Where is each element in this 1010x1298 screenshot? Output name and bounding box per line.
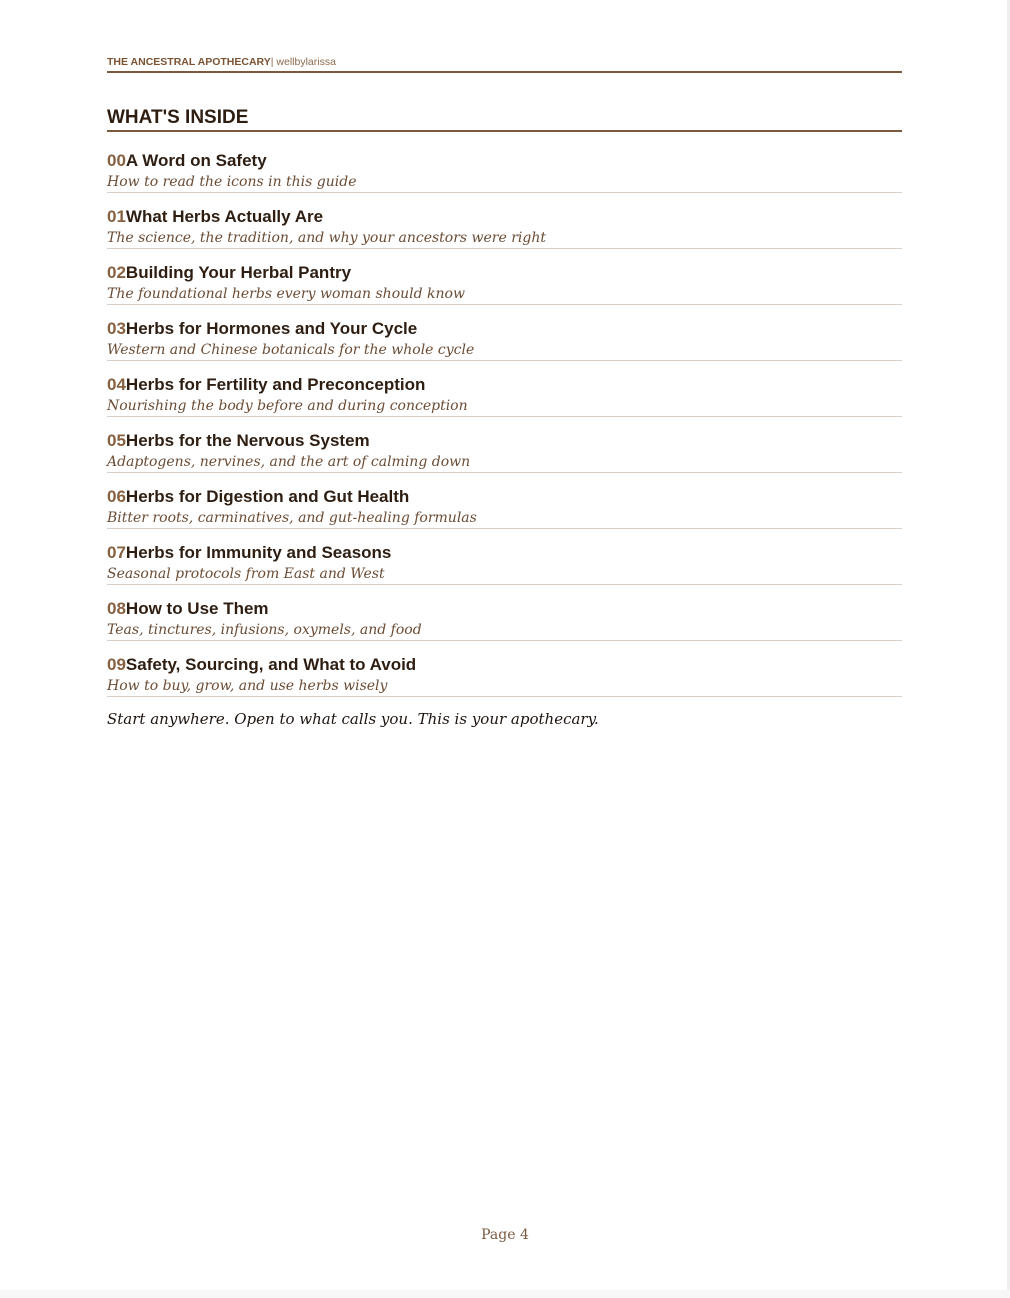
closing-note: Start anywhere. Open to what calls you. This is your apothecary. (107, 710, 599, 728)
toc-number: 00 (107, 151, 126, 170)
section-heading: WHAT'S INSIDE (107, 106, 902, 132)
toc-title-line (107, 262, 902, 284)
toc-subtitle: Teas, tinctures, infusions, oxymels, and food (107, 622, 422, 638)
toc-title-line (107, 374, 902, 396)
toc-title: Herbs for Digestion and Gut Health (125, 487, 410, 506)
toc-title-line (107, 206, 902, 228)
toc-subtitle: The science, the tradition, and why your ancestors were right (107, 230, 547, 246)
toc-number: 06 (107, 487, 126, 506)
toc-subtitle: How to buy, grow, and use herbs wisely (107, 678, 388, 694)
toc-title-line (107, 430, 902, 452)
toc-title: Herbs for Immunity and Seasons (125, 543, 392, 562)
toc-title: Herbs for Hormones and Your Cycle (125, 319, 418, 338)
toc-subtitle: How to read the icons in this guide (107, 174, 357, 190)
toc-title: How to Use Them (125, 599, 269, 618)
toc-entry[interactable] (107, 318, 902, 361)
toc-subtitle: Adaptogens, nervines, and the art of calming down (107, 454, 471, 470)
toc-number: 08 (107, 599, 126, 618)
toc-title-line (107, 318, 902, 340)
toc-title: Building Your Herbal Pantry (125, 263, 352, 282)
toc-number: 02 (107, 263, 126, 282)
toc-title: Herbs for Fertility and Preconception (125, 375, 426, 394)
toc-title: A Word on Safety (125, 151, 267, 170)
toc-number: 07 (107, 543, 126, 562)
page-bottom-edge (0, 1290, 1010, 1298)
toc-subtitle: Western and Chinese botanicals for the whole cycle (107, 342, 475, 358)
table-of-contents (107, 150, 902, 710)
toc-title-line (107, 654, 902, 676)
header-separator: | (270, 56, 274, 68)
toc-entry[interactable] (107, 598, 902, 641)
toc-entry[interactable] (107, 654, 902, 697)
toc-entry[interactable] (107, 262, 902, 305)
toc-entry[interactable] (107, 486, 902, 529)
toc-title: What Herbs Actually Are (125, 207, 324, 226)
header-title: THE ANCESTRAL APOTHECARY (107, 56, 271, 68)
toc-number: 04 (107, 375, 126, 394)
toc-number: 09 (107, 655, 126, 674)
toc-subtitle: Bitter roots, carminatives, and gut-healing formulas (107, 510, 477, 526)
toc-title-line (107, 150, 902, 172)
toc-subtitle: Seasonal protocols from East and West (107, 566, 385, 582)
toc-entry[interactable] (107, 430, 902, 473)
toc-entry[interactable] (107, 542, 902, 585)
toc-title-line (107, 486, 902, 508)
header-brand: wellbylarissa (276, 56, 336, 68)
toc-number: 01 (107, 207, 126, 226)
toc-number: 03 (107, 319, 126, 338)
toc-title: Safety, Sourcing, and What to Avoid (125, 655, 417, 674)
running-header (107, 56, 902, 73)
page-number: Page 4 (481, 1227, 529, 1243)
toc-title: Herbs for the Nervous System (125, 431, 370, 450)
toc-title-line (107, 598, 902, 620)
toc-subtitle: The foundational herbs every woman should know (107, 286, 465, 302)
toc-entry[interactable] (107, 150, 902, 193)
toc-entry[interactable] (107, 206, 902, 249)
toc-title-line (107, 542, 902, 564)
toc-subtitle: Nourishing the body before and during conception (107, 398, 468, 414)
toc-entry[interactable] (107, 374, 902, 417)
toc-number: 05 (107, 431, 126, 450)
